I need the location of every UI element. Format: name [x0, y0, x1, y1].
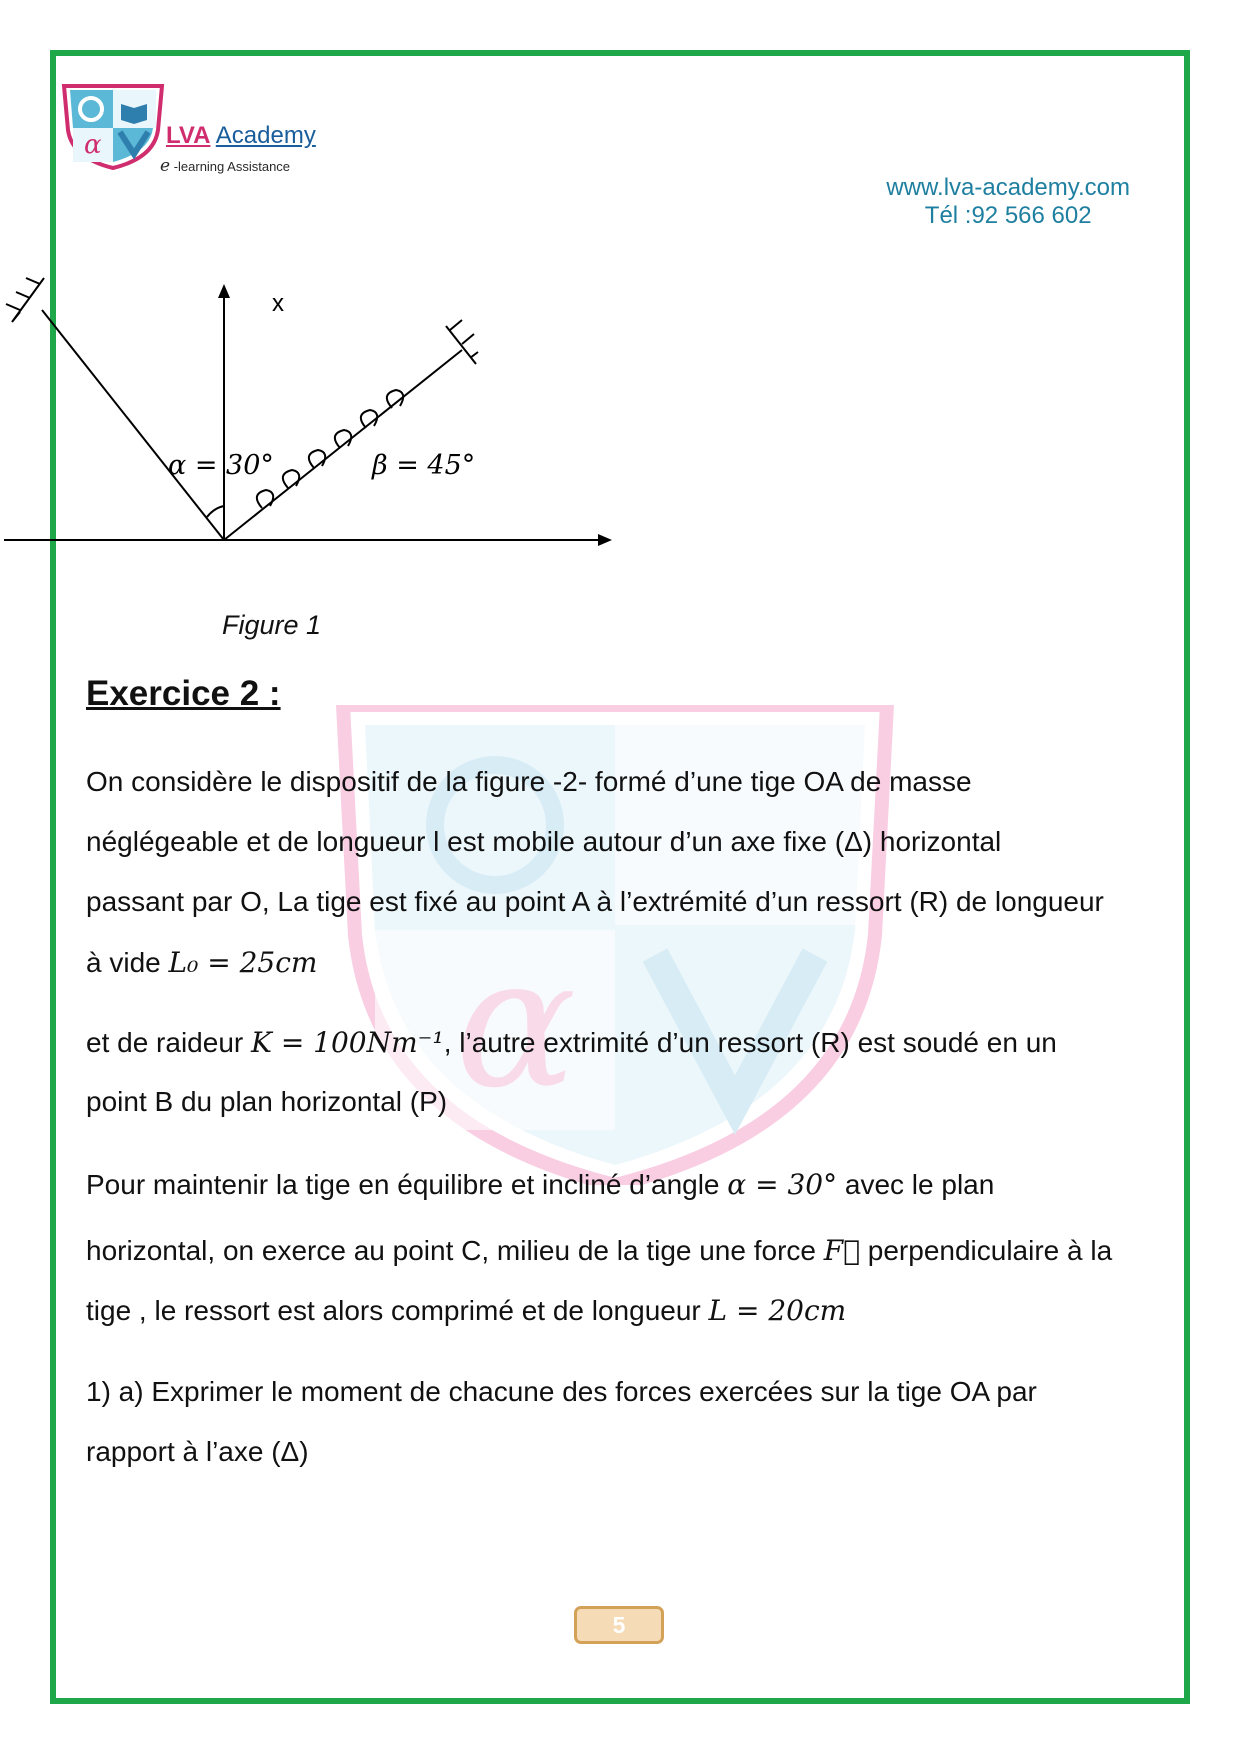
line8-text-b: perpendiculaire à la — [860, 1235, 1113, 1266]
paragraph-line-3: passant par O, La tige est fixé au point A à l’extrémité d’un ressort (R) de longueur — [86, 886, 1104, 917]
svg-text:α: α — [84, 130, 102, 160]
brand-name — [166, 122, 316, 150]
paragraph-line-8 — [86, 1234, 1112, 1267]
question-1a-line-1: 1) a) Exprimer le moment de chacune des forces exercées sur la tige OA par — [86, 1376, 1037, 1407]
brand-tagline — [160, 156, 290, 176]
force-vector-symbol: F⃗ — [823, 1234, 860, 1267]
rod-right — [224, 350, 462, 540]
svg-text:α: α — [455, 919, 577, 1128]
alpha-label: α = 30° — [168, 450, 274, 481]
horizontal-axis-arrow — [598, 534, 612, 546]
question-1a-line-2: rapport à l’axe (Δ) — [86, 1436, 309, 1467]
website-link[interactable]: www.lva-academy.com — [886, 174, 1130, 201]
phone-number: Tél :92 566 602 — [924, 202, 1092, 229]
paragraph-line-2: néglégeable et de longueur l est mobile autour d’un axe fixe (Δ) horizontal — [86, 826, 1002, 857]
exercise-title: Exercice 2 : — [86, 674, 281, 713]
paragraph-line-7 — [86, 1168, 994, 1201]
axis-x-label: x — [272, 290, 284, 317]
line4-text: à vide — [86, 947, 169, 978]
contact-info — [886, 174, 1130, 230]
angle-arc — [207, 506, 224, 517]
brand-academy: Academy — [215, 122, 316, 149]
beta-label: β = 45° — [372, 450, 476, 481]
academy-logo-icon — [58, 78, 168, 170]
figure-1-caption: Figure 1 — [222, 610, 322, 640]
spring-coils — [257, 390, 403, 508]
angle-formula: α = 30° — [727, 1168, 838, 1201]
line5-text-b: , l’autre extrimité d’un ressort (R) est soudé en un — [443, 1027, 1057, 1058]
page-number-badge: 5 — [574, 1606, 664, 1644]
rod-left — [42, 310, 224, 540]
vertical-axis-arrow — [218, 284, 230, 298]
wall-right-hatch — [446, 320, 478, 364]
figure-1-diagram — [0, 270, 620, 570]
paragraph-line-9 — [86, 1294, 846, 1327]
paragraph-line-5 — [86, 1026, 1057, 1059]
tagline-text: -learning Assistance — [173, 159, 291, 174]
tagline-e: e — [160, 156, 171, 176]
stiffness-formula: K = 100Nm⁻¹ — [251, 1026, 444, 1059]
line8-text-a: horizontal, on exerce au point C, milieu de la tige une force — [86, 1235, 824, 1266]
paragraph-line-4 — [86, 946, 317, 979]
line5-text-a: et de raideur — [86, 1027, 251, 1058]
compressed-length-formula: L = 20cm — [708, 1294, 847, 1327]
rest-length-formula: L₀ = 25cm — [168, 946, 318, 979]
paragraph-line-6: point B du plan horizontal (P) — [86, 1086, 448, 1117]
line7-text-a: Pour maintenir la tige en équilibre et incliné d’angle — [86, 1169, 728, 1200]
paragraph-line-1: On considère le dispositif de la figure -2- formé d’une tige OA de masse — [86, 766, 972, 797]
brand-lva: LVA — [166, 122, 211, 149]
wall-left-hatch — [6, 278, 44, 322]
line9-text-a: tige , le ressort est alors comprimé et de longueur — [86, 1295, 709, 1326]
line7-text-b: avec le plan — [837, 1169, 995, 1200]
